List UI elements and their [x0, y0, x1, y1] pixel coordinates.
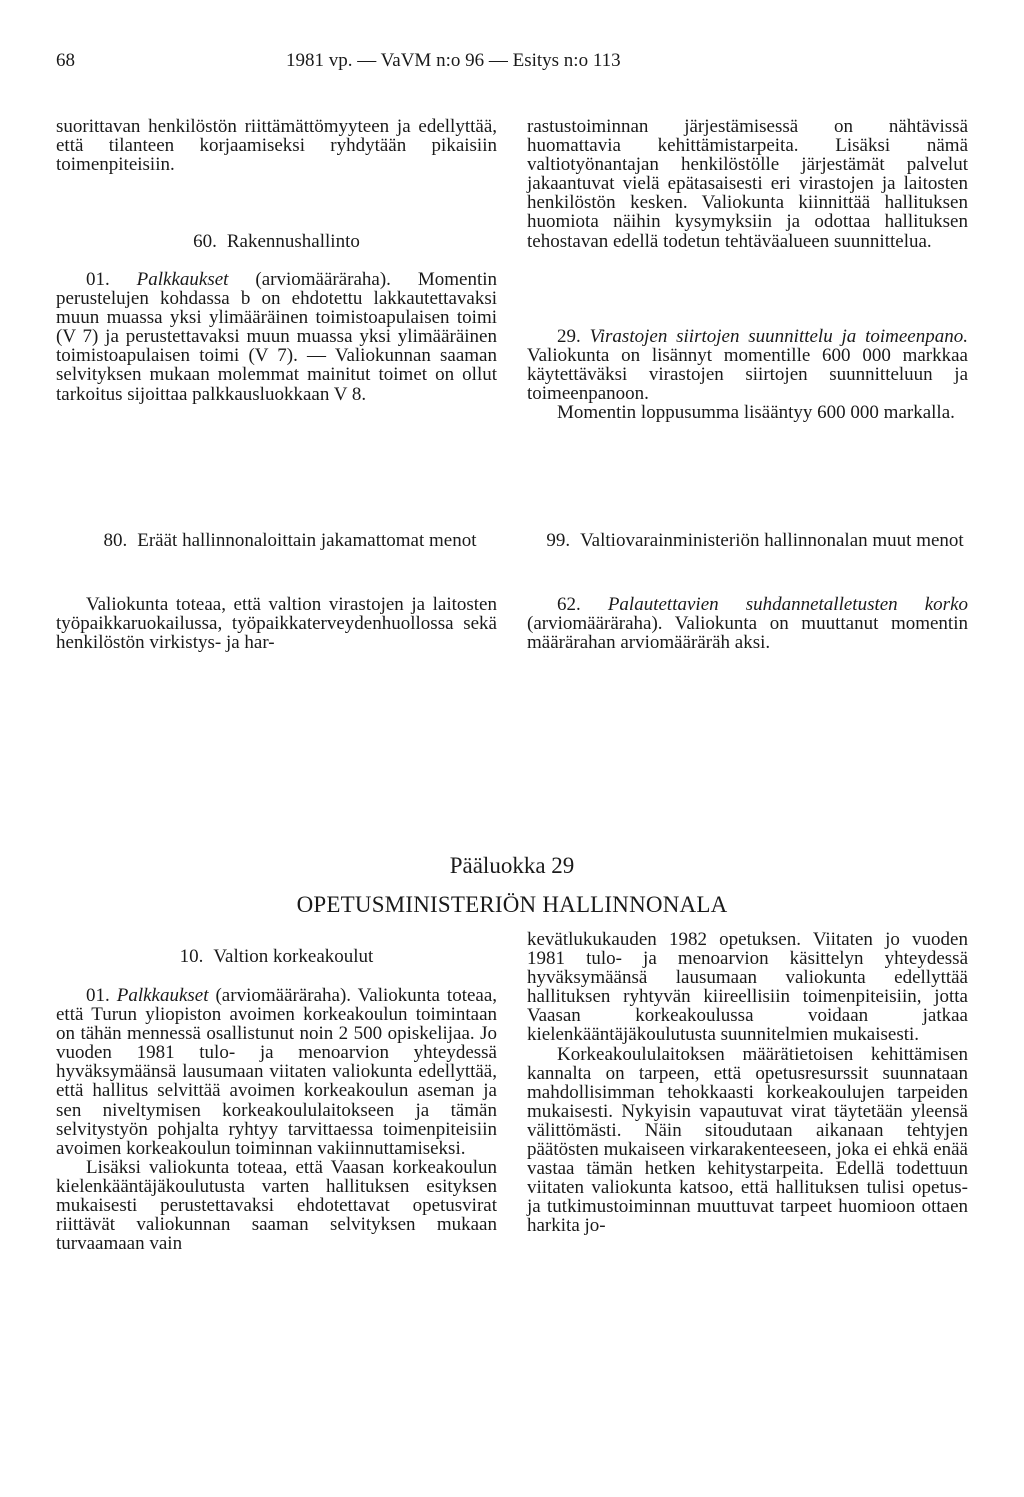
top-left-column [56, 117, 497, 174]
paragraph: Momentin loppusumma lisääntyy 600 000 markalla. [557, 402, 955, 424]
heading-number: 80. [103, 530, 128, 551]
paragraph: rastustoiminnan järjestämisessä on nähtävissä huomattavia kehittämistarpeita. Lisäksi nämä valtiotyönantajan henkilöstölle järjestämät palvelut jakaantuvat vielä epätasaisesti eri virastojen ja laitosten henkilöstön kesken. Valiokunta kiinnittää hallituksen huomiota näihin kysymyksiin ja odottaa hallituksen tehostavan edellä todetun tehtäväalueen suunnittelua. [527, 116, 968, 252]
main-class-subtitle: OPETUSMINISTERIÖN HALLINNONALA [296, 892, 728, 917]
bottom-left-column [56, 986, 497, 1253]
heading-number: 99. [546, 530, 571, 551]
mid-right-column [527, 595, 968, 652]
top-right-column [527, 117, 968, 251]
paragraph-text: (arviomääräraha). Valiokunta on muuttanut momentin määrärahan arviomääräräh aksi. [527, 613, 968, 654]
paragraph-text: Valiokunta on lisännyt momentille 600 000 markkaa käytettäväksi virastojen siirtojen suunnitteluun ja toimeenpanoon. [527, 345, 968, 405]
section-heading-99 [545, 530, 965, 551]
paragraph [527, 327, 968, 403]
section-heading-10 [56, 946, 497, 967]
moment-title: Palkkaukset [116, 985, 209, 1006]
heading-number: 60. [193, 231, 217, 252]
page-number: 68 [56, 50, 75, 71]
paragraph [56, 270, 497, 404]
heading-title: Eräät hallinnonaloittain jakamattomat menot [137, 530, 477, 551]
paragraph: Valiokunta toteaa, että valtion virastojen ja laitosten työpaikkaruokailussa, työpaikkaterveydenhuollossa sekä henkilöstön virkistys- ja har- [56, 594, 497, 654]
heading-title: Valtion korkeakoulut [213, 946, 374, 967]
heading-title: Valtiovarainministeriön hallinnonalan muut menot [580, 530, 964, 551]
moment-number: 01. [86, 985, 110, 1006]
heading-title: Rakennushallinto [226, 231, 360, 252]
section-heading-80 [80, 530, 500, 551]
paragraph [527, 595, 968, 652]
paragraph-text: (arviomääräraha). Valiokunta toteaa, että Turun yliopiston avoimen korkeakoulun toimintaan on tähän mennessä osallistunut noin 2 500 opiskelijaa. Jo vuoden 1981 tulo- ja menoarvion yhteydessä hyväksymäänsä lausumaan viitaten valiokunta edellyttää, että hallitus selvittää avoimen korkeakoulun aseman ja sen niveltymisen korkeakoululaitokseen ja tämän selvitystyön pohjalta ryhtyy tarvittaessa toimenpiteisiin avoimen korkeakoulun toiminnan vakiinnuttamiseksi. [56, 985, 498, 1159]
paragraph: kevätlukukauden 1982 opetuksen. Viitaten jo vuoden 1981 tulo- ja menoarvion käsittelyn yhteydessä hyväksymäänsä lausumaan valiokunta edellyttää hallituksen ryhtyvän kiireellisiin toimenpiteisiin, jotta Vaasan korkeakoulussa voidaan jatkaa kielenkääntäjäkoulutusta suunnitelmien mukaisesti. [527, 929, 968, 1046]
mid-left-column [56, 595, 497, 652]
paragraph-text: (arviomääräraha). Momentin perustelujen kohdassa b on ehdotettu lakkautettavaksi muun muassa yksi ylimääräinen toimistoapulaisen toimi (V 7) ja perustettavaksi muun muassa yksi ylimääräinen toimistoapulaisen toimi (V 7). — Valiokunnan saaman selvityksen mukaan molemmat mainitut toimet on ollut tarkoitus sijoittaa palkkausluokkaan V 8. [56, 269, 498, 405]
running-title: 1981 vp. — VaVM n:o 96 — Esitys n:o 113 [286, 50, 621, 71]
section-heading-60 [56, 231, 497, 252]
top-right-column-body [527, 327, 968, 422]
paragraph: Korkeakoululaitoksen määrätietoisen kehittämisen kannalta on tarpeen, että opetusresurssit suunnataan mahdollisimman tehokkaasti korkeakoulujen tarpeiden mukaisesti. Nykyisin vapautuvat virat täytetään yleensä välittömästi. Näin sitoudutaan aikanaan tehtyjen päätösten mukaiseen virkarakenteeseen, joka ei ehkä enää vastaa tämän hetken kehitystarpeita. Edellä todettuun viitaten valiokunta katsoo, että hallituksen tulisi opetus- ja tutkimustoiminnan muuttuvat tarpeet huomioon ottaen harkita jo- [527, 1043, 968, 1237]
moment-number: 62. [557, 594, 581, 615]
moment-number: 01. [86, 269, 110, 290]
main-class-title: Pääluokka 29 [449, 853, 575, 878]
moment-number: 29. [557, 326, 581, 347]
bottom-right-column [527, 930, 968, 1236]
moment-title: Virastojen siirtojen suunnittelu ja toimeenpano. [589, 326, 968, 347]
paragraph: Lisäksi valiokunta toteaa, että Vaasan korkeakoulun kielenkääntäjäkoulutusta varten hallituksen esityksen mukaisesti perustettavaksi ehdotettavat opetusvirat riittävät valiokunnan saaman selvityksen mukaan turvaamaan vain [56, 1156, 497, 1255]
moment-title: Palkkaukset [136, 269, 229, 290]
paragraph: suorittavan henkilöstön riittämättömyyteen ja edellyttää, että tilanteen korjaamiseksi ryhdytään pikaisiin toimenpiteisiin. [56, 116, 497, 176]
paragraph [56, 986, 497, 1158]
top-left-column-body [56, 270, 497, 404]
moment-title: Palautettavien suhdannetalletusten korko [607, 594, 969, 615]
heading-number: 10. [179, 946, 204, 967]
